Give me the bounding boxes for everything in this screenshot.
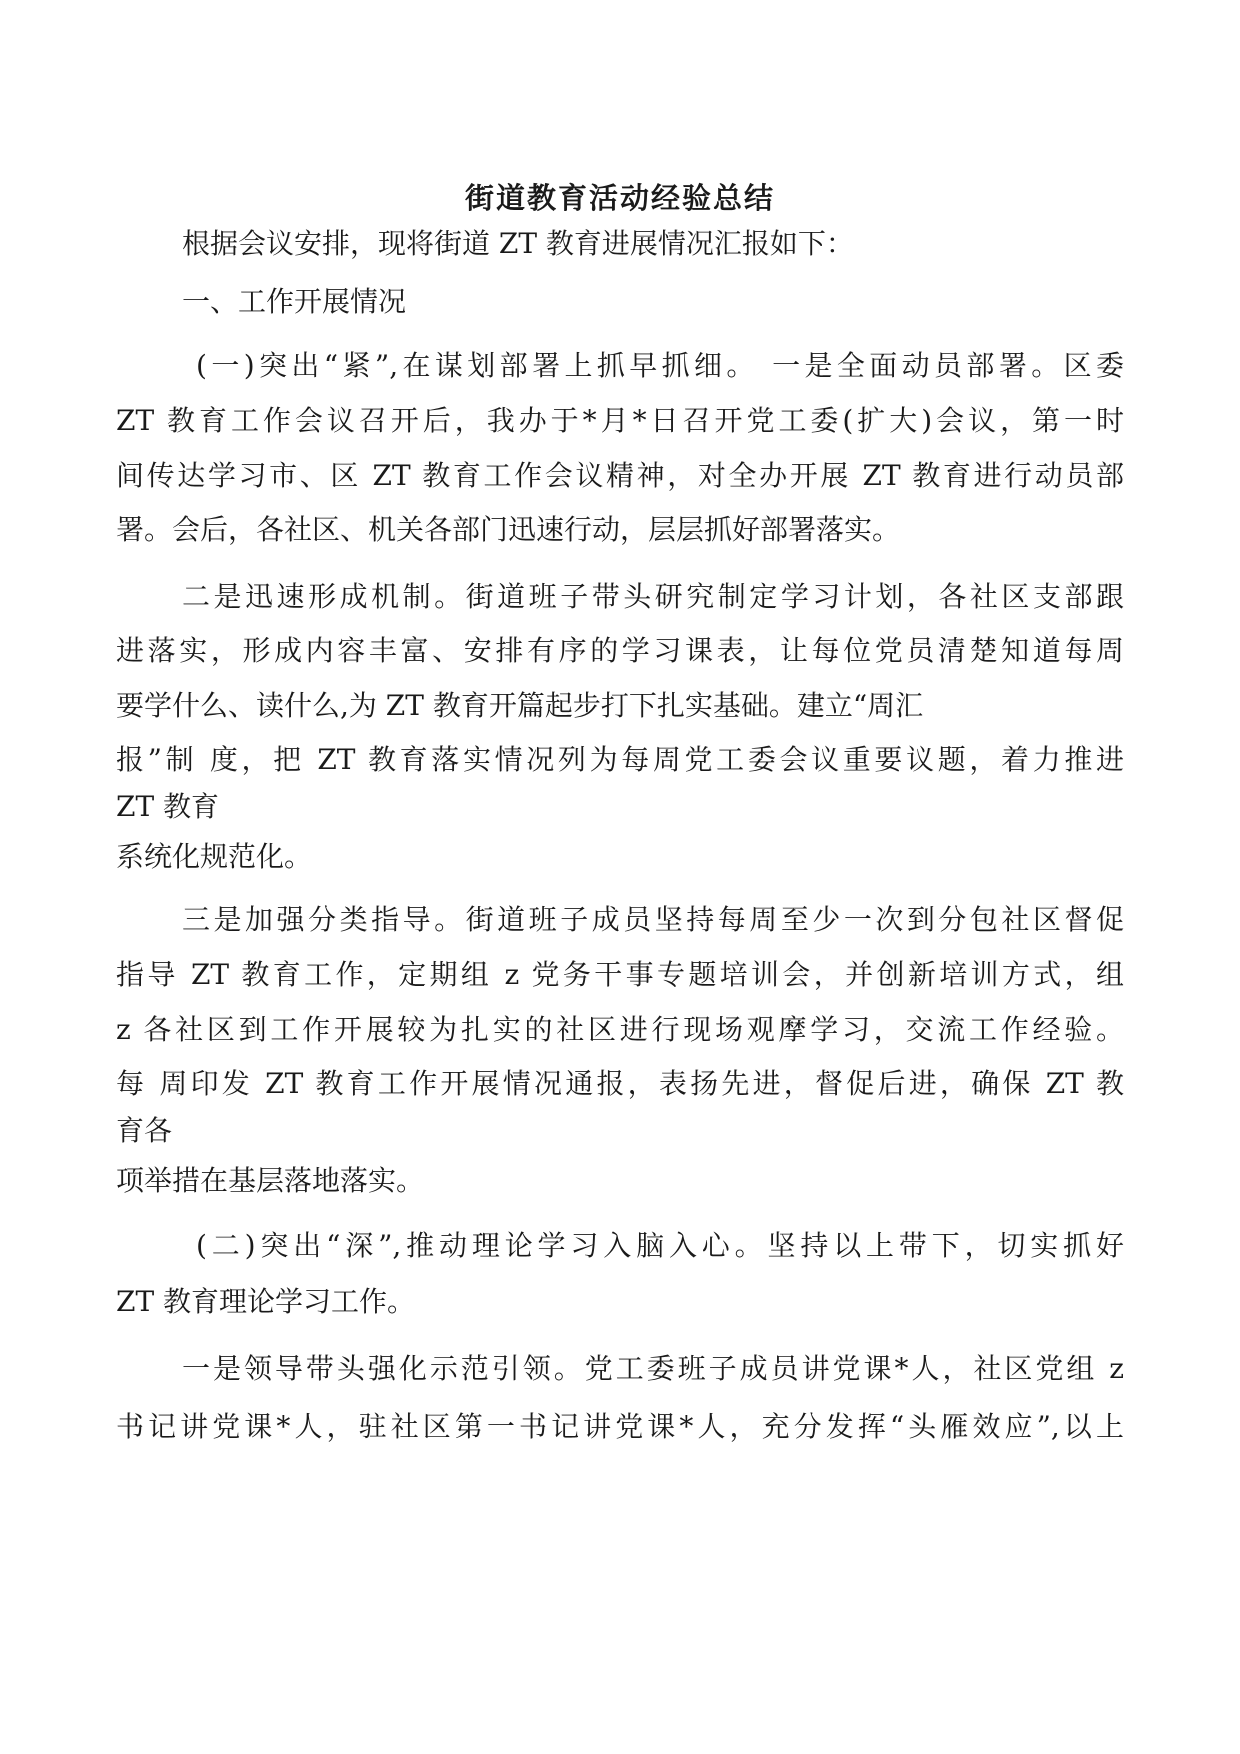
text-line: ZT 教育 <box>116 790 220 823</box>
text-line: 指导 ZT 教育工作，定期组 z 党务干事专题培训会，并创新培训方式，组 <box>116 958 1124 991</box>
text-line: z 各社区到工作开展较为扎实的社区进行现场观摩学习，交流工作经验。 <box>116 1013 1124 1046</box>
text-line: 进落实，形成内容丰富、安排有序的学习课表，让每位党员清楚知道每周 <box>116 634 1124 667</box>
text-line: (二)突出“深”,推动理论学习入脑入心。坚持以上带下，切实抓好 <box>196 1229 1124 1262</box>
text-line: 报”制 度，把 ZT 教育落实情况列为每周党工委会议重要议题，着力推进 <box>116 743 1124 776</box>
text-line: 署。会后，各社区、机关各部门迅速行动，层层抓好部署落实。 <box>116 513 901 546</box>
text-line: 二是迅速形成机制。街道班子带头研究制定学习计划，各社区支部跟 <box>182 580 1124 613</box>
text-line: 项举措在基层落地落实。 <box>116 1164 425 1197</box>
section-heading: 一、工作开展情况 <box>182 285 407 318</box>
text-line: 三是加强分类指导。街道班子成员坚持每周至少一次到分包社区督促 <box>182 903 1124 936</box>
text-line: 一是领导带头强化示范引领。党工委班子成员讲党课*人，社区党组 z <box>182 1352 1124 1385</box>
document-title: 街道教育活动经验总结 <box>464 181 775 215</box>
text-line: ZT 教育工作会议召开后，我办于*月*日召开党工委(扩大)会议，第一时 <box>116 404 1124 437</box>
text-line: 间传达学习市、区 ZT 教育工作会议精神，对全办开展 ZT 教育进行动员部 <box>116 459 1124 492</box>
text-line: (一)突出“紧”,在谋划部署上抓早抓细。 一是全面动员部署。区委 <box>196 349 1124 382</box>
text-line: 每 周印发 ZT 教育工作开展情况通报，表扬先进，督促后进，确保 ZT 教 <box>116 1067 1124 1100</box>
text-line: ZT 教育理论学习工作。 <box>116 1285 416 1318</box>
text-line: 要学什么、读什么,为 ZT 教育开篇起步打下扎实基础。建立“周汇 <box>116 689 924 722</box>
text-line: 育各 <box>116 1114 173 1147</box>
text-line: 系统化规范化。 <box>116 840 313 873</box>
text-line: 根据会议安排，现将街道 ZT 教育进展情况汇报如下： <box>182 227 854 260</box>
text-line: 书记讲党课*人，驻社区第一书记讲党课*人，充分发挥“头雁效应”,以上 <box>116 1410 1124 1443</box>
